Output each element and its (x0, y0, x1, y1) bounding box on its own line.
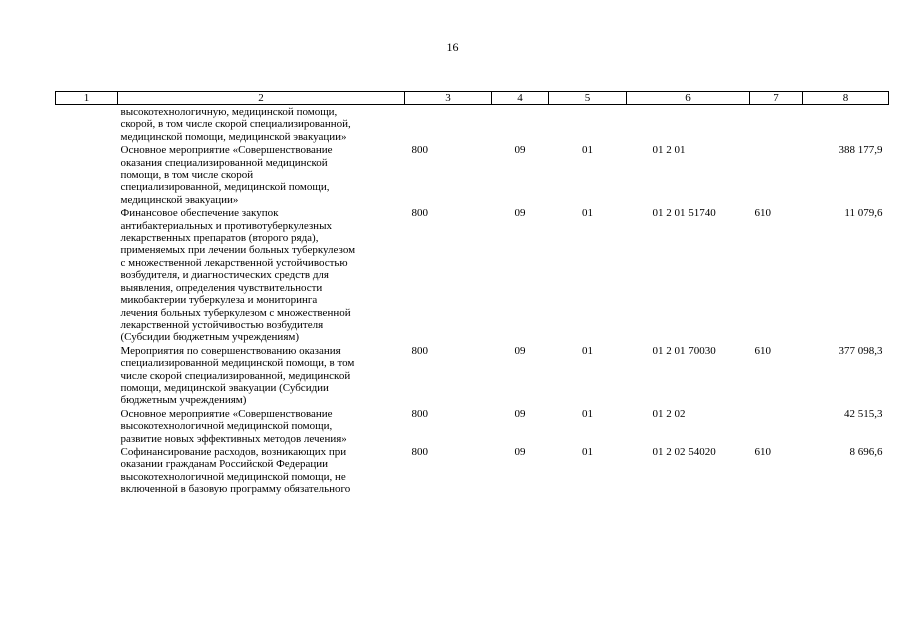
cell-expense-type (750, 144, 803, 207)
cell-name: Мероприятия по совершенствованию оказания специализированной медицинской помощи, в том числе скорой специализированной, медицинской помощи, медицинской эвакуации (Субсидии бюджетным учреждениям) (120, 344, 355, 407)
cell-name: Финансовое обеспечение закупок антибактериальных и противотуберкулезных лекарственных препаратов (второго ряда), применяемых при лечении больных туберкулезом с множественной лекарственной устойчивостью возбудителя, и диагностических средств для выявления, определения чувствительности микобактерии туберкулеза и мониторинга лечения больных туберкулезом с множественной лекарственной устойчивостью возбудителя (Субсидии бюджетным учреждениям) (120, 207, 356, 344)
table-row (56, 345, 889, 408)
cell-subsection: 01 (582, 344, 593, 357)
cell-name: Софинансирование расходов, возникающих при оказании гражданам Российской Федерации высокотехнологичной медицинской помощи, не включенной в базовую программу обязательного (120, 445, 351, 496)
cell-subsection: 01 (582, 207, 593, 220)
column-header-8: 8 (803, 92, 889, 105)
column-header-1: 1 (56, 92, 118, 105)
cell-target-article: 01 2 01 51740 (652, 207, 716, 220)
cell-ministry-code: 800 (411, 344, 428, 357)
budget-table-container (55, 91, 888, 497)
column-header-5: 5 (549, 92, 627, 105)
column-header-4: 4 (492, 92, 549, 105)
page-number: 16 (446, 40, 459, 54)
cell-section (492, 105, 549, 145)
budget-table (55, 91, 889, 497)
cell-name: Основное мероприятие «Совершенствование высокотехнологичной медицинской помощи, развитие новых эффективных методов лечения» (120, 407, 347, 445)
table-row (56, 446, 889, 497)
cell-ministry-code: 800 (411, 144, 428, 157)
cell-name: высокотехнологичную, медицинской помощи, скорой, в том числе скорой специализированной, медицинской помощи, медицинской эвакуации» (120, 106, 351, 143)
cell-amount (803, 105, 889, 145)
table-header-row (56, 92, 889, 105)
cell-target-article: 01 2 02 (652, 407, 686, 420)
cell-section: 09 (514, 144, 526, 157)
column-header-6: 6 (627, 92, 750, 105)
cell-target-article (627, 105, 750, 145)
column-header-3: 3 (405, 92, 492, 105)
cell-amount: 8 696,6 (849, 445, 883, 458)
cell-expense-type: 610 (754, 344, 771, 357)
cell-col1 (56, 144, 118, 207)
cell-target-article: 01 2 01 70030 (652, 344, 716, 357)
cell-subsection: 01 (582, 445, 593, 458)
cell-col1 (56, 446, 118, 497)
table-row (56, 144, 889, 207)
cell-expense-type: 610 (754, 207, 771, 220)
cell-target-article: 01 2 01 (652, 144, 686, 157)
column-header-2: 2 (118, 92, 405, 105)
cell-subsection (549, 105, 627, 145)
table-row (56, 207, 889, 344)
cell-subsection: 01 (582, 407, 593, 420)
cell-section: 09 (514, 344, 526, 357)
cell-col1 (56, 105, 118, 145)
cell-col1 (56, 207, 118, 344)
cell-section: 09 (514, 407, 526, 420)
table-row (56, 408, 889, 446)
cell-col1 (56, 408, 118, 446)
table-row (56, 105, 889, 145)
cell-ministry-code (405, 105, 492, 145)
cell-amount: 42 515,3 (844, 407, 883, 420)
cell-amount: 388 177,9 (838, 144, 883, 157)
column-header-7: 7 (750, 92, 803, 105)
cell-section: 09 (514, 207, 526, 220)
cell-ministry-code: 800 (411, 207, 428, 220)
cell-amount: 377 098,3 (838, 344, 883, 357)
cell-ministry-code: 800 (411, 445, 428, 458)
cell-subsection: 01 (582, 144, 593, 157)
cell-col1 (56, 345, 118, 408)
cell-expense-type: 610 (754, 445, 771, 458)
cell-ministry-code: 800 (411, 407, 428, 420)
cell-amount: 11 079,6 (844, 207, 883, 220)
cell-target-article: 01 2 02 54020 (652, 445, 716, 458)
cell-expense-type (750, 408, 803, 446)
cell-expense-type (750, 105, 803, 145)
cell-name: Основное мероприятие «Совершенствование оказания специализированной медицинской помощи, в том числе скорой специализированной, медицинской помощи, медицинской эвакуации» (120, 144, 333, 206)
cell-section: 09 (514, 445, 526, 458)
